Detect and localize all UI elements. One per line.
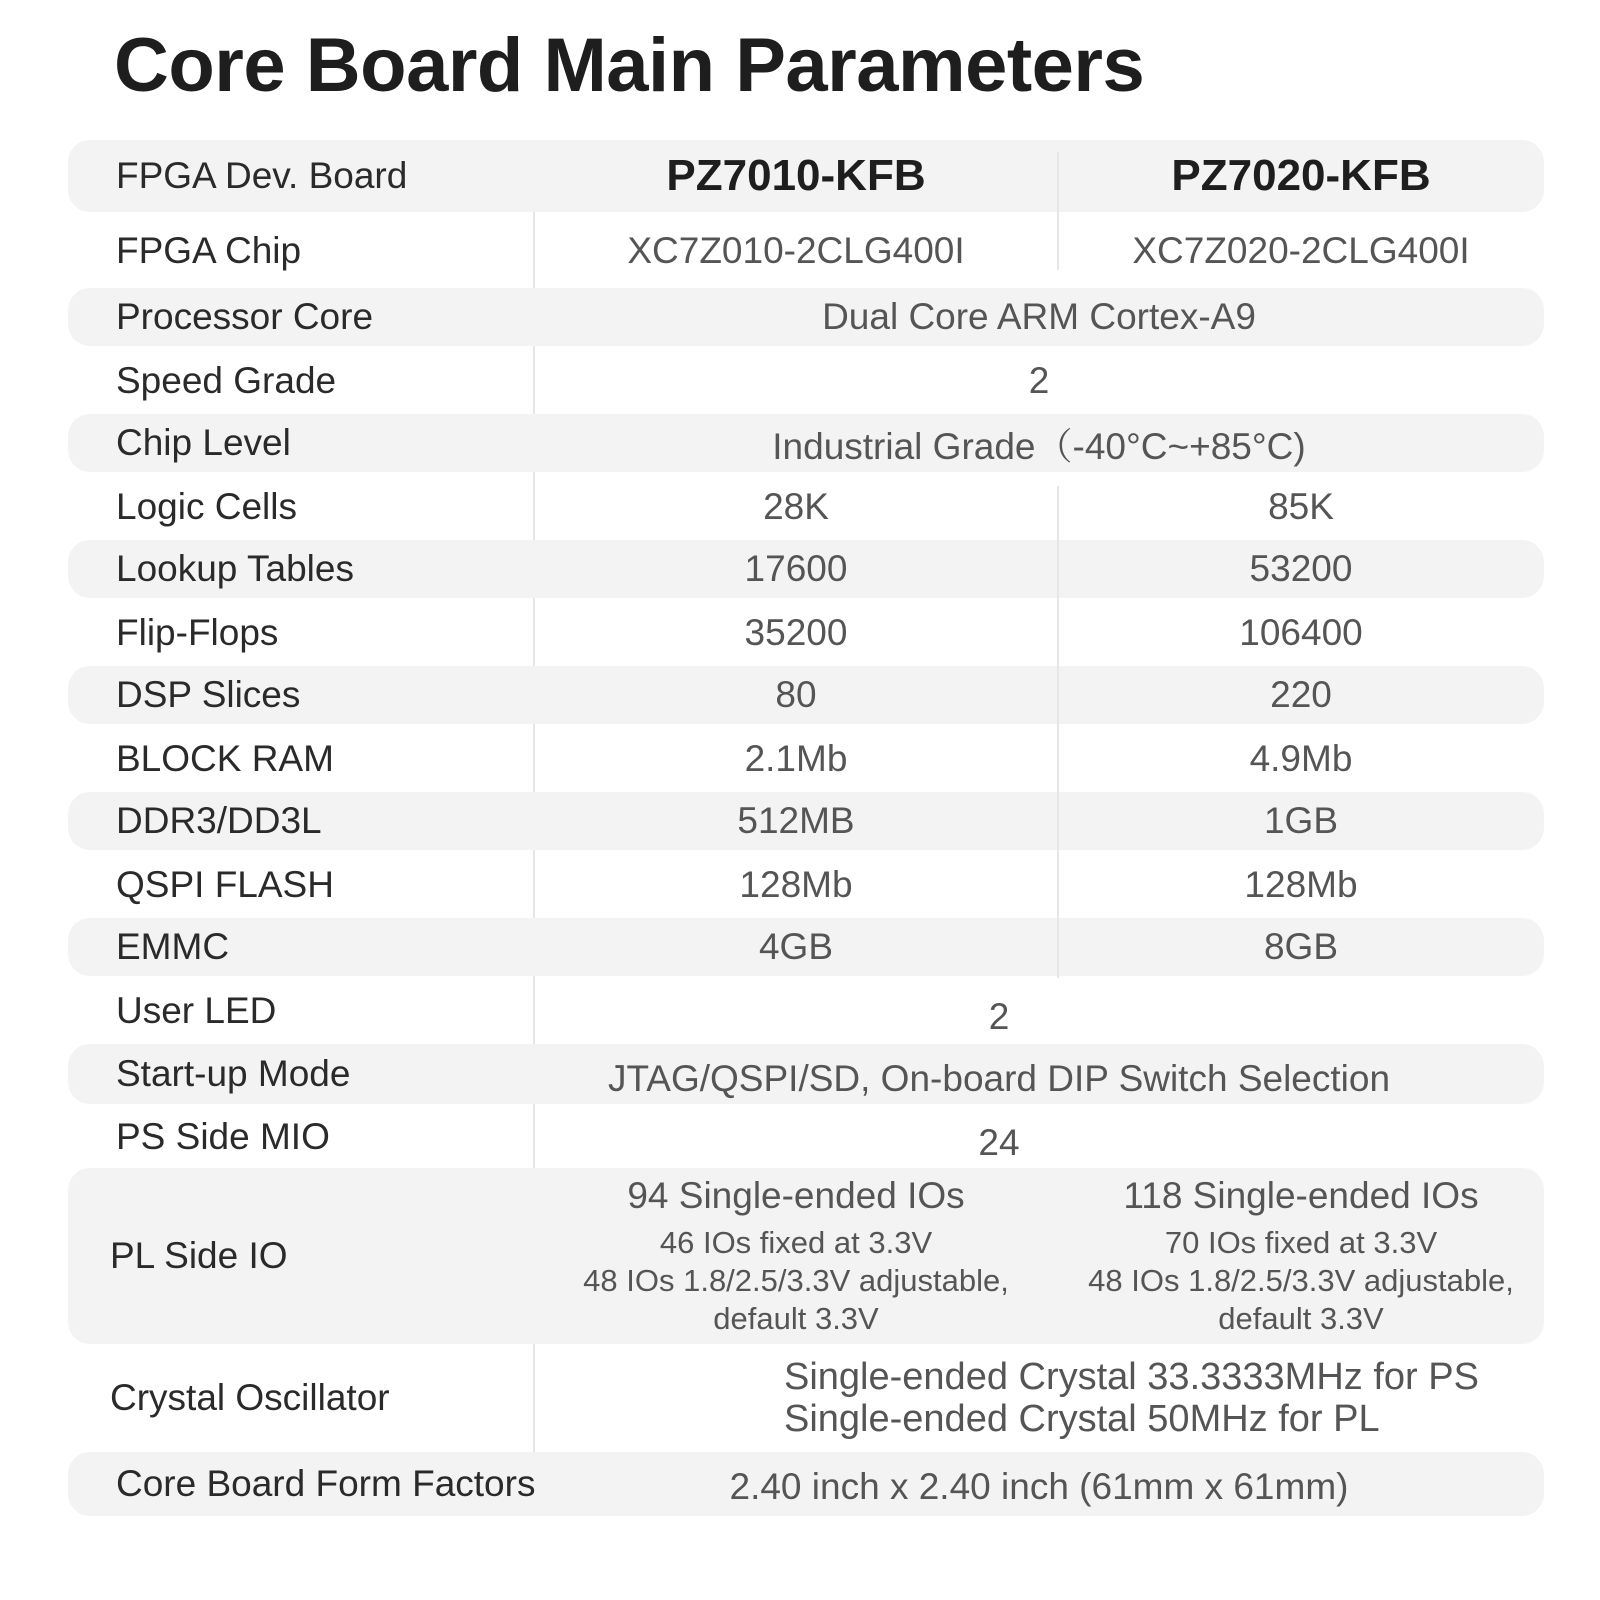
row-value-col1: XC7Z010-2CLG400I bbox=[627, 230, 965, 271]
oscillator-pl: Single-ended Crystal 50MHz for PL bbox=[784, 1398, 1380, 1440]
io-detail-3: default 3.3V bbox=[1218, 1301, 1384, 1336]
row-value: Industrial Grade（-40°C~+85°C) bbox=[772, 426, 1306, 467]
oscillator-ps: Single-ended Crystal 33.3333MHz for PS bbox=[784, 1356, 1479, 1398]
row-value-col1: 28K bbox=[763, 486, 829, 527]
row-label: Lookup Tables bbox=[116, 548, 354, 589]
row-value-col1: 2.1Mb bbox=[744, 738, 848, 779]
row-speed-grade bbox=[68, 352, 1544, 410]
row-label: BLOCK RAM bbox=[116, 738, 334, 779]
row-value: 2.40 inch x 2.40 inch (61mm x 61mm) bbox=[729, 1466, 1349, 1507]
row-qspi-flash bbox=[68, 856, 1544, 914]
row-label: Flip-Flops bbox=[116, 612, 279, 653]
row-value: 2 bbox=[1028, 360, 1050, 401]
column-divider-2 bbox=[1057, 486, 1059, 978]
row-label: Chip Level bbox=[116, 422, 291, 463]
row-value-col1: 17600 bbox=[744, 548, 848, 589]
header-label: FPGA Dev. Board bbox=[116, 155, 408, 196]
row-emmc bbox=[68, 918, 1544, 976]
row-ddr3 bbox=[68, 792, 1544, 850]
row-value-col2: 1GB bbox=[1263, 800, 1339, 841]
row-label: EMMC bbox=[116, 926, 230, 967]
row-logic-cells bbox=[68, 478, 1544, 536]
row-value-col2: 85K bbox=[1268, 486, 1334, 527]
row-label: PL Side IO bbox=[110, 1235, 288, 1276]
row-value: Dual Core ARM Cortex-A9 bbox=[822, 296, 1256, 337]
row-chip-level bbox=[68, 414, 1544, 472]
row-flip-flops bbox=[68, 604, 1544, 662]
io-count: 94 Single-ended IOs bbox=[627, 1175, 965, 1216]
row-lookup-tables bbox=[68, 540, 1544, 598]
row-label: Processor Core bbox=[116, 296, 374, 337]
row-value-col2: 128Mb bbox=[1244, 864, 1358, 905]
row-pl-side-io bbox=[68, 1168, 1544, 1344]
row-value: JTAG/QSPI/SD, On-board DIP Switch Selection bbox=[607, 1058, 1391, 1099]
row-value-col2: 8GB bbox=[1263, 926, 1339, 967]
io-detail-1: 46 IOs fixed at 3.3V bbox=[659, 1225, 933, 1260]
row-label: Speed Grade bbox=[116, 360, 337, 401]
row-label: QSPI FLASH bbox=[116, 864, 334, 905]
row-value-col1 bbox=[534, 1168, 1058, 1344]
io-detail-3: default 3.3V bbox=[713, 1301, 879, 1336]
io-detail-2: 48 IOs 1.8/2.5/3.3V adjustable, bbox=[1088, 1263, 1514, 1298]
row-value-col1: 128Mb bbox=[739, 864, 853, 905]
row-value-col1: 4GB bbox=[758, 926, 834, 967]
row-label: FPGA Chip bbox=[116, 230, 302, 271]
row-block-ram bbox=[68, 730, 1544, 788]
page-title: Core Board Main Parameters bbox=[114, 23, 1145, 108]
row-value-col1: 80 bbox=[775, 674, 817, 715]
row-label: Start-up Mode bbox=[116, 1053, 351, 1094]
row-startup-mode bbox=[68, 1044, 1544, 1104]
row-value-col1: 35200 bbox=[744, 612, 848, 653]
row-label: User LED bbox=[116, 990, 277, 1031]
row-value bbox=[534, 1346, 1544, 1450]
io-count: 118 Single-ended IOs bbox=[1123, 1175, 1479, 1216]
row-value-col2: XC7Z020-2CLG400I bbox=[1132, 230, 1470, 271]
row-ps-side-mio bbox=[68, 1108, 1544, 1166]
header-col2: PZ7020-KFB bbox=[1171, 151, 1431, 200]
row-value-col2: 4.9Mb bbox=[1249, 738, 1353, 779]
row-value: 2 bbox=[988, 996, 1010, 1037]
column-divider-2 bbox=[1057, 152, 1059, 270]
io-detail-1: 70 IOs fixed at 3.3V bbox=[1164, 1225, 1438, 1260]
row-processor-core bbox=[68, 288, 1544, 346]
row-label: Logic Cells bbox=[116, 486, 297, 527]
row-label: Crystal Oscillator bbox=[110, 1377, 390, 1418]
row-crystal-oscillator bbox=[68, 1346, 1544, 1450]
row-value-col2 bbox=[1058, 1168, 1544, 1344]
row-value-col1: 512MB bbox=[737, 800, 855, 841]
header-col1: PZ7010-KFB bbox=[666, 151, 926, 200]
row-value-col2: 106400 bbox=[1239, 612, 1363, 653]
row-form-factor bbox=[68, 1452, 1544, 1516]
row-label: PS Side MIO bbox=[116, 1116, 330, 1157]
row-label: Core Board Form Factors bbox=[116, 1463, 536, 1504]
row-value: 24 bbox=[978, 1122, 1020, 1163]
row-dsp-slices bbox=[68, 666, 1544, 724]
table-header-row bbox=[68, 140, 1544, 212]
row-value-col2: 220 bbox=[1270, 674, 1332, 715]
row-value-col2: 53200 bbox=[1249, 548, 1353, 589]
row-label: DDR3/DD3L bbox=[116, 800, 322, 841]
row-label: DSP Slices bbox=[116, 674, 301, 715]
row-fpga-chip bbox=[68, 220, 1544, 282]
io-detail-2: 48 IOs 1.8/2.5/3.3V adjustable, bbox=[583, 1263, 1009, 1298]
row-user-led bbox=[68, 982, 1544, 1040]
